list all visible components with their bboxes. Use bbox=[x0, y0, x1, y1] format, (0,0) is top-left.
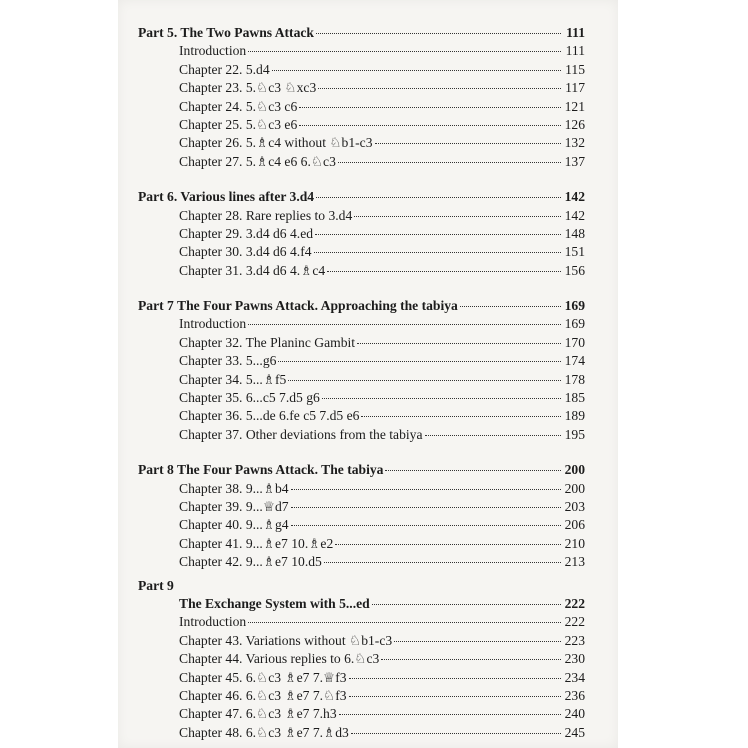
toc-entry bbox=[138, 315, 585, 333]
toc-entry bbox=[138, 225, 585, 243]
dot-leader bbox=[394, 640, 561, 642]
toc-entry bbox=[138, 535, 585, 553]
toc-entry bbox=[138, 613, 585, 631]
toc-part-heading bbox=[138, 188, 585, 206]
toc-entry-title: Chapter 48. 6.♘c3 ♗e7 7.♗d3 bbox=[179, 724, 349, 740]
toc-part-heading bbox=[138, 24, 585, 42]
dot-leader bbox=[339, 713, 561, 715]
toc-section-part-9 bbox=[138, 577, 585, 743]
dot-leader bbox=[327, 270, 561, 272]
toc-part-title: Part 7 The Four Pawns Attack. Approaching the tabiya bbox=[138, 298, 458, 314]
toc-entry-title: Chapter 46. 6.♘c3 ♗e7 7.♘f3 bbox=[179, 687, 347, 703]
toc-page-number: 185 bbox=[564, 390, 585, 406]
toc-entry bbox=[138, 687, 585, 705]
toc-page-number: 200 bbox=[564, 480, 585, 496]
toc-page-number: 142 bbox=[564, 207, 585, 223]
dot-leader bbox=[385, 469, 561, 471]
toc-entry bbox=[138, 207, 585, 225]
toc-part-heading bbox=[138, 577, 585, 595]
dot-leader bbox=[248, 621, 561, 623]
toc-entry bbox=[138, 480, 585, 498]
toc-entry bbox=[138, 595, 585, 613]
toc-entry-title: Chapter 24. 5.♘c3 c6 bbox=[179, 98, 298, 114]
toc-page-number: 115 bbox=[565, 61, 585, 77]
toc-entry bbox=[138, 498, 585, 516]
toc-entry-title: Chapter 39. 9...♕d7 bbox=[179, 498, 289, 514]
toc-entry-title: Chapter 45. 6.♘c3 ♗e7 7.♕f3 bbox=[179, 669, 347, 685]
toc-page-number: 178 bbox=[564, 371, 585, 387]
toc-entry bbox=[138, 352, 585, 370]
dot-leader bbox=[351, 732, 561, 734]
toc-page-number: 117 bbox=[565, 80, 585, 96]
toc-page-number: 132 bbox=[564, 135, 585, 151]
toc-part-heading bbox=[138, 461, 585, 479]
dot-leader bbox=[324, 561, 561, 563]
toc-part-title: Part 6. Various lines after 3.d4 bbox=[138, 189, 315, 205]
toc-entry-title: Chapter 42. 9...♗e7 10.d5 bbox=[179, 554, 322, 570]
toc-entry-title: Chapter 36. 5...de 6.fe c5 7.d5 e6 bbox=[179, 408, 360, 424]
toc-entry bbox=[138, 243, 585, 261]
toc-page-number: 236 bbox=[564, 687, 585, 703]
toc-part-title: Part 9 bbox=[138, 577, 174, 593]
toc-part-heading bbox=[138, 297, 585, 315]
toc-entry bbox=[138, 134, 585, 152]
toc-page-number: 148 bbox=[564, 225, 585, 241]
toc-page-number: 189 bbox=[564, 408, 585, 424]
dot-leader bbox=[278, 360, 561, 362]
toc-page-number: 156 bbox=[564, 262, 585, 278]
dot-leader bbox=[425, 434, 562, 436]
toc-part-title: Part 5. The Two Pawns Attack bbox=[138, 25, 314, 40]
dot-leader bbox=[299, 124, 561, 126]
toc-page-number: 206 bbox=[564, 517, 585, 533]
toc-entry-title: Chapter 26. 5.♗c4 without ♘b1-c3 bbox=[179, 135, 373, 151]
toc-entry-title: Chapter 32. The Planinc Gambit bbox=[179, 334, 356, 350]
toc-page-number: 222 bbox=[564, 595, 585, 611]
toc-entry bbox=[138, 553, 585, 571]
toc-page-number: 137 bbox=[564, 153, 585, 169]
toc-entry-title: Chapter 40. 9...♗g4 bbox=[179, 517, 289, 533]
toc-entry-title: Chapter 38. 9...♗b4 bbox=[179, 480, 289, 496]
toc-page-number: 174 bbox=[564, 353, 585, 369]
toc-entry bbox=[138, 705, 585, 723]
dot-leader bbox=[318, 87, 561, 89]
toc-entry bbox=[138, 650, 585, 668]
toc-entry bbox=[138, 669, 585, 687]
toc-entry-title: Chapter 28. Rare replies to 3.d4 bbox=[179, 207, 353, 223]
dot-leader bbox=[375, 142, 561, 144]
toc-entry-title: The Exchange System with 5...ed bbox=[179, 595, 370, 611]
dot-leader bbox=[338, 161, 561, 163]
toc-entry bbox=[138, 61, 585, 79]
toc-entry bbox=[138, 516, 585, 534]
toc-part-title: Part 8 The Four Pawns Attack. The tabiya bbox=[138, 462, 384, 478]
dot-leader bbox=[381, 658, 561, 660]
dot-leader bbox=[372, 603, 561, 605]
dot-leader bbox=[291, 506, 561, 508]
toc-entry-title: Chapter 47. 6.♘c3 ♗e7 7.h3 bbox=[179, 706, 337, 722]
toc-page-number: 203 bbox=[564, 498, 585, 514]
toc-page-number: 234 bbox=[564, 669, 585, 685]
toc-entry bbox=[138, 153, 585, 171]
toc-entry bbox=[138, 632, 585, 650]
dot-leader bbox=[315, 233, 561, 235]
toc-entry-title: Chapter 31. 3.d4 d6 4.♗c4 bbox=[179, 262, 326, 278]
toc-page-number: 170 bbox=[564, 334, 585, 350]
toc-page-number: 222 bbox=[564, 614, 585, 630]
dot-leader bbox=[335, 543, 561, 545]
dot-leader bbox=[248, 323, 561, 325]
dot-leader bbox=[288, 379, 561, 381]
toc-entry-title: Chapter 25. 5.♘c3 e6 bbox=[179, 116, 298, 132]
toc-page-number: 169 bbox=[564, 298, 585, 314]
toc-section-part-8 bbox=[138, 461, 585, 571]
toc-entry-title: Chapter 44. Various replies to 6.♘c3 bbox=[179, 651, 380, 667]
toc-entry-title: Chapter 22. 5.d4 bbox=[179, 61, 270, 77]
toc-entry bbox=[138, 79, 585, 97]
toc-page-number: 240 bbox=[564, 706, 585, 722]
toc-page-number: 245 bbox=[564, 724, 585, 740]
toc-entry bbox=[138, 334, 585, 352]
dot-leader bbox=[349, 695, 561, 697]
toc-entry-title: Introduction bbox=[179, 316, 247, 332]
dot-leader bbox=[299, 106, 561, 108]
toc-entry-title: Chapter 37. Other deviations from the tabiya bbox=[179, 426, 423, 442]
dot-leader bbox=[354, 215, 561, 217]
toc-entry bbox=[138, 371, 585, 389]
toc-entry-title: Chapter 29. 3.d4 d6 4.ed bbox=[179, 225, 314, 241]
toc-page-number: 169 bbox=[564, 316, 585, 332]
toc-entry-title: Chapter 35. 6...c5 7.d5 g6 bbox=[179, 390, 320, 406]
toc-entry-title: Chapter 30. 3.d4 d6 4.f4 bbox=[179, 244, 312, 260]
toc-entry-title: Chapter 34. 5...♗f5 bbox=[179, 371, 287, 387]
toc-section-part-6 bbox=[138, 188, 585, 280]
toc-page-number: 121 bbox=[564, 98, 585, 114]
dot-leader bbox=[322, 397, 561, 399]
dot-leader bbox=[316, 32, 561, 34]
dot-leader bbox=[314, 251, 561, 253]
toc-entry-title: Chapter 43. Variations without ♘b1-c3 bbox=[179, 632, 393, 648]
dot-leader bbox=[291, 524, 561, 526]
toc-page-number: 195 bbox=[564, 426, 585, 442]
toc-page-number: 210 bbox=[564, 535, 585, 551]
toc-entry-title: Chapter 23. 5.♘c3 ♘xc3 bbox=[179, 80, 317, 96]
toc-page-number: 200 bbox=[564, 462, 585, 478]
toc-entry bbox=[138, 98, 585, 116]
toc-entry bbox=[138, 426, 585, 444]
toc-entry-title: Chapter 27. 5.♗c4 e6 6.♘c3 bbox=[179, 153, 336, 169]
toc-section-part-7 bbox=[138, 297, 585, 444]
toc-entry bbox=[138, 42, 585, 60]
toc-entry bbox=[138, 407, 585, 425]
toc-entry-title: Chapter 41. 9...♗e7 10.♗e2 bbox=[179, 535, 334, 551]
toc-page-number: 230 bbox=[564, 651, 585, 667]
toc-page-number: 126 bbox=[564, 116, 585, 132]
toc-entry bbox=[138, 262, 585, 280]
toc-section-part-5 bbox=[138, 24, 585, 171]
toc-page-number: 151 bbox=[564, 244, 585, 260]
toc-page-number: 213 bbox=[564, 554, 585, 570]
dot-leader bbox=[272, 69, 561, 71]
toc-entry-title: Introduction bbox=[179, 614, 247, 630]
dot-leader bbox=[460, 305, 561, 307]
toc-page-number: 111 bbox=[565, 43, 585, 59]
dot-leader bbox=[361, 415, 561, 417]
toc-entry bbox=[138, 116, 585, 134]
dot-leader bbox=[248, 50, 561, 52]
dot-leader bbox=[291, 488, 561, 490]
dot-leader bbox=[349, 677, 561, 679]
toc-entry bbox=[138, 724, 585, 742]
toc-entry bbox=[138, 389, 585, 407]
dot-leader bbox=[316, 196, 561, 198]
toc-page-number: 223 bbox=[564, 632, 585, 648]
toc-page-number: 142 bbox=[564, 189, 585, 205]
dot-leader bbox=[357, 342, 561, 344]
table-of-contents bbox=[138, 24, 585, 742]
toc-entry-title: Chapter 33. 5...g6 bbox=[179, 353, 277, 369]
toc-entry-title: Introduction bbox=[179, 43, 247, 59]
toc-page-number: 111 bbox=[566, 25, 585, 40]
